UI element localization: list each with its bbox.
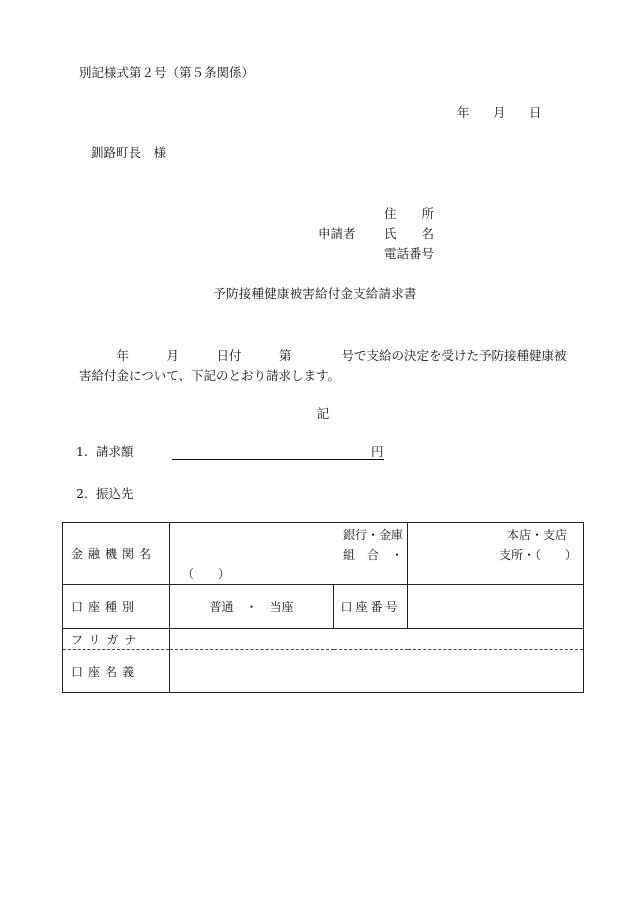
- date-year: 年: [457, 105, 470, 120]
- bank-type-line1: 銀行・金庫: [342, 528, 403, 542]
- account-holder-label: 口座名義: [63, 650, 170, 693]
- document-title: 予防接種健康被害給付金支給請求書: [213, 286, 417, 301]
- body-text: [79, 346, 579, 386]
- account-type-label: 口座種別: [63, 585, 170, 629]
- date-day: 日: [529, 105, 542, 120]
- bank-type-other: （ ）: [182, 567, 231, 581]
- date-month: 月: [493, 105, 506, 120]
- date-line: [457, 105, 542, 121]
- amount-unit: 円: [371, 444, 384, 459]
- item1-number: 1.: [76, 444, 88, 459]
- account-holder-field[interactable]: [170, 650, 584, 693]
- form-number: 別記様式第２号（第５条関係）: [79, 65, 255, 80]
- item2-number: 2.: [76, 486, 88, 501]
- branch-type-line1: 本店・支店: [506, 528, 567, 542]
- applicant-block: [318, 204, 438, 264]
- furigana-field[interactable]: [170, 629, 584, 650]
- account-number-field[interactable]: [408, 585, 584, 629]
- body-line-1: 年 月 日付 第 号で支給の決定を受けた予防接種健康被: [79, 348, 567, 363]
- bank-type-line2: 組 合 ・: [342, 548, 403, 562]
- bank-account-table: [62, 522, 584, 693]
- addressee: 釧路町長 様: [91, 145, 167, 160]
- account-number-label: 口座番号: [334, 585, 408, 629]
- furigana-label: フリガナ: [63, 629, 170, 650]
- item-claim-amount: [76, 444, 384, 460]
- item-transfer-destination: [76, 486, 134, 502]
- ki-heading: 記: [316, 406, 330, 421]
- institution-name-field[interactable]: [170, 523, 408, 585]
- body-line-2: 害給付金について、下記のとおり請求します。: [79, 368, 341, 383]
- item2-label: 振込先: [96, 486, 134, 501]
- account-type-field[interactable]: 普通 ・ 当座: [170, 585, 334, 629]
- applicant-name-label: 氏 名: [384, 226, 435, 241]
- branch-type-line2: 支所・（ ）: [498, 548, 577, 562]
- applicant-address-label: 住 所: [384, 206, 435, 221]
- applicant-label: 申請者: [318, 226, 356, 241]
- item1-label: 請求額: [96, 444, 134, 459]
- institution-label: 金融機関名: [63, 523, 170, 585]
- applicant-phone-label: 電話番号: [384, 246, 435, 261]
- branch-field[interactable]: [408, 523, 584, 585]
- claim-amount-field[interactable]: [172, 444, 384, 460]
